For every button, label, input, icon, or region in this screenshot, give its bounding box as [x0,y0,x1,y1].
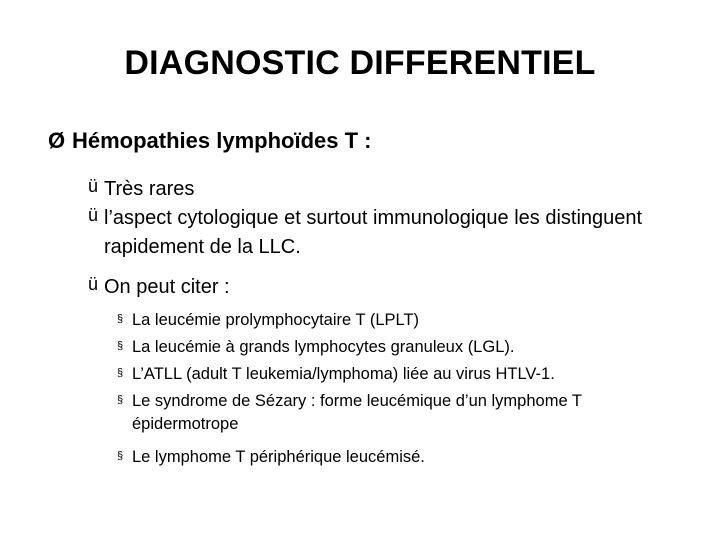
sub-list-item-text: Le syndrome de Sézary : forme leucémique d’un lymphome T épidermotrope [132,392,582,433]
sub-list-item [117,336,692,359]
slide-title: DIAGNOSTIC DIFFERENTIEL [124,44,596,82]
square-bullet-icon: § [117,313,124,325]
checkmark-bullet-icon: ü [88,274,99,294]
checkmark-bullet-icon: ü [88,205,99,225]
sub-list-item [117,446,692,469]
square-bullet-icon: § [117,450,124,462]
sub-list-item [117,363,692,386]
square-bullet-icon: § [117,340,124,352]
square-bullet-icon: § [117,394,124,406]
list-item [88,204,664,262]
section-heading [48,128,372,154]
sub-list-item [117,309,692,332]
list-item [88,175,664,204]
list-item-text: l’aspect cytologique et surtout immunologique les distinguent rapidement de la LLC. [104,207,643,258]
sub-list-item-text: La leucémie prolymphocytaire T (LPLT) [132,311,420,329]
section-label: Hémopathies lymphoïdes T : [72,128,372,153]
checkmark-bullet-icon: ü [88,176,99,196]
sub-list-item-text: L’ATLL (adult T leukemia/lymphoma) liée au virus HTLV-1. [132,365,555,383]
list-item [88,273,664,302]
sub-list-item-text: Le lymphome T périphérique leucémisé. [132,448,425,466]
square-bullet-icon: § [117,367,124,379]
sub-list-item [117,390,692,436]
arrow-bullet-icon: Ø [48,128,66,153]
list-item-text: Très rares [104,178,195,200]
sub-list-item-text: La leucémie à grands lymphocytes granuleux (LGL). [132,338,515,356]
list-item-text: On peut citer : [104,276,230,298]
